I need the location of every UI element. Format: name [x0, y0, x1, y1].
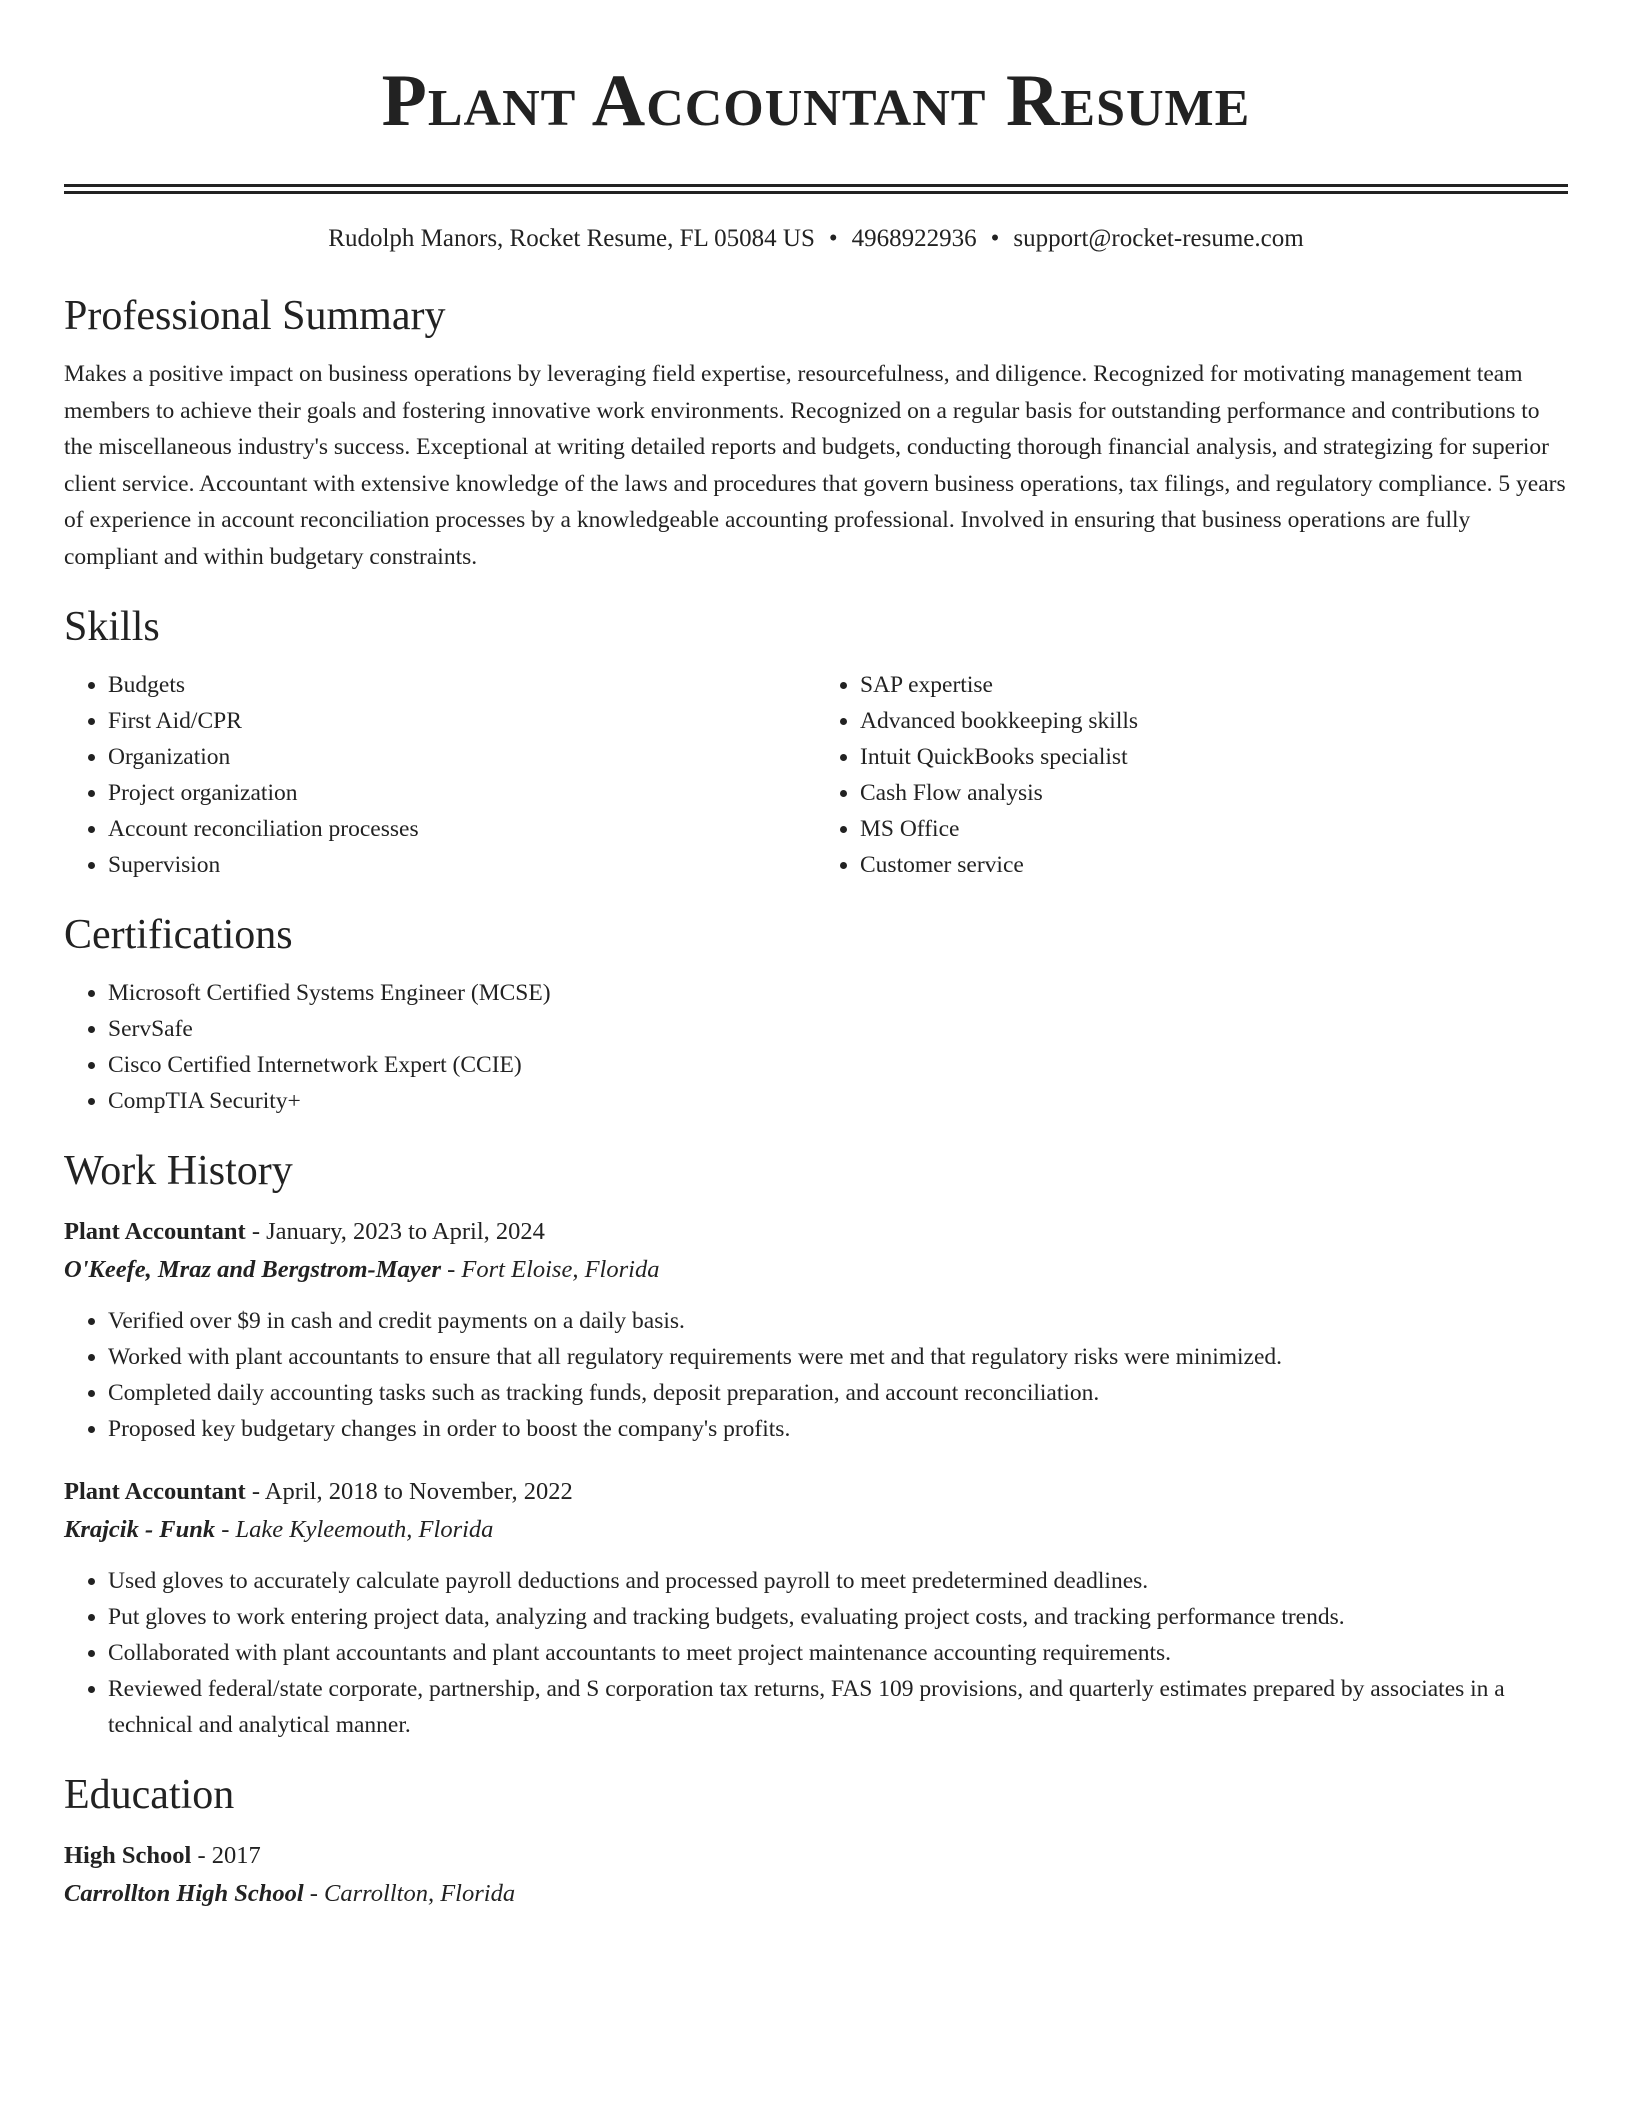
job-role: Plant Accountant [64, 1478, 246, 1505]
education-location: - Carrollton, Florida [303, 1880, 516, 1907]
job-company-line [64, 1511, 1568, 1549]
title-double-rule [64, 184, 1568, 194]
job-dates: - April, 2018 to November, 2022 [245, 1478, 573, 1505]
job-bullet: • Completed daily accounting tasks such as tracking funds, deposit preparation, and account reconciliation. [108, 1375, 1568, 1411]
contact-separator: • [828, 225, 838, 252]
job-entry [64, 1213, 1568, 1447]
skill-item: • Intuit QuickBooks specialist [860, 739, 1568, 775]
job-bullet: • Put gloves to work entering project data, analyzing and tracking budgets, evaluating project costs, and tracking performance trends. [108, 1599, 1568, 1635]
skill-item: • Account reconciliation processes [108, 811, 816, 847]
skills-list-left [64, 667, 816, 883]
certification-item: • Cisco Certified Internetwork Expert (CCIE) [108, 1047, 1568, 1083]
job-role: Plant Accountant [64, 1218, 246, 1245]
skill-item: • First Aid/CPR [108, 703, 816, 739]
skill-item: • SAP expertise [860, 667, 1568, 703]
contact-line [64, 222, 1568, 256]
skill-item: • Customer service [860, 847, 1568, 883]
job-title-line [64, 1473, 1568, 1511]
skill-item: • Budgets [108, 667, 816, 703]
job-bullet: • Verified over $9 in cash and credit payments on a daily basis. [108, 1303, 1568, 1339]
job-company: O'Keefe, Mraz and Bergstrom-Mayer [64, 1256, 442, 1283]
contact-separator: • [990, 225, 1000, 252]
skill-item: • Advanced bookkeeping skills [860, 703, 1568, 739]
contact-email[interactable]: support@rocket-resume.com [1013, 225, 1304, 252]
skill-item: • MS Office [860, 811, 1568, 847]
skills-heading: Skills [64, 604, 160, 650]
job-dates: - January, 2023 to April, 2024 [245, 1218, 545, 1245]
certification-item: • CompTIA Security+ [108, 1083, 1568, 1119]
certifications-heading: Certifications [64, 912, 293, 958]
education-heading: Education [64, 1772, 235, 1818]
certifications-list [64, 975, 1568, 1119]
summary-text: Makes a positive impact on business operations by leveraging field expertise, resourcefulness, and diligence. Recognized for motivating management team members to achieve their goals and fostering innovative work environments. Recognized on a regular basis for outstanding performance and contributions to the miscellaneous industry's success. Exceptional at writing detailed reports and budgets, conducting thorough financial analysis, and strategizing for superior client service. Accountant with extensive knowledge of the laws and procedures that govern business operations, tax filings, and regulatory compliance. 5 years of experience in account reconciliation processes by a knowledgeable accounting professional. Involved in ensuring that business operations are fully compliant and within budgetary constraints. [64, 361, 1566, 570]
job-bullets [64, 1303, 1568, 1447]
education-school-line [64, 1875, 1568, 1913]
job-location: - Lake Kyleemouth, Florida [215, 1516, 494, 1543]
skill-item: • Cash Flow analysis [860, 775, 1568, 811]
job-title-line [64, 1213, 1568, 1251]
job-company: Krajcik - Funk [64, 1516, 216, 1543]
job-bullet: • Used gloves to accurately calculate payroll deductions and processed payroll to meet predetermined deadlines. [108, 1563, 1568, 1599]
education-school: Carrollton High School [64, 1880, 304, 1907]
job-bullet: • Reviewed federal/state corporate, partnership, and S corporation tax returns, FAS 109 provisions, and quarterly estimates prepared by associates in a technical and analytical manner. [108, 1671, 1568, 1743]
skill-item: • Organization [108, 739, 816, 775]
skills-columns [64, 667, 1568, 883]
skill-item: • Supervision [108, 847, 816, 883]
education-degree: High School [64, 1842, 192, 1869]
certification-item: • ServSafe [108, 1011, 1568, 1047]
skills-list-right [816, 667, 1568, 883]
skill-item: • Project organization [108, 775, 816, 811]
resume-title: Plant Accountant Resume [381, 60, 1251, 142]
job-bullets [64, 1563, 1568, 1743]
job-bullet: • Proposed key budgetary changes in order to boost the company's profits. [108, 1411, 1568, 1447]
education-year: - 2017 [191, 1842, 261, 1869]
job-bullet: • Worked with plant accountants to ensure that all regulatory requirements were met and that regulatory risks were minimized. [108, 1339, 1568, 1375]
summary-heading: Professional Summary [64, 293, 446, 339]
job-company-line [64, 1251, 1568, 1289]
job-bullet: • Collaborated with plant accountants and plant accountants to meet project maintenance accounting requirements. [108, 1635, 1568, 1671]
education-degree-line [64, 1837, 1568, 1875]
work-history-heading: Work History [64, 1148, 293, 1194]
job-location: - Fort Eloise, Florida [441, 1256, 660, 1283]
contact-phone: 4968922936 [851, 225, 977, 252]
certification-item: • Microsoft Certified Systems Engineer (MCSE) [108, 975, 1568, 1011]
contact-address: Rudolph Manors, Rocket Resume, FL 05084 US [328, 225, 815, 252]
job-entry [64, 1473, 1568, 1743]
